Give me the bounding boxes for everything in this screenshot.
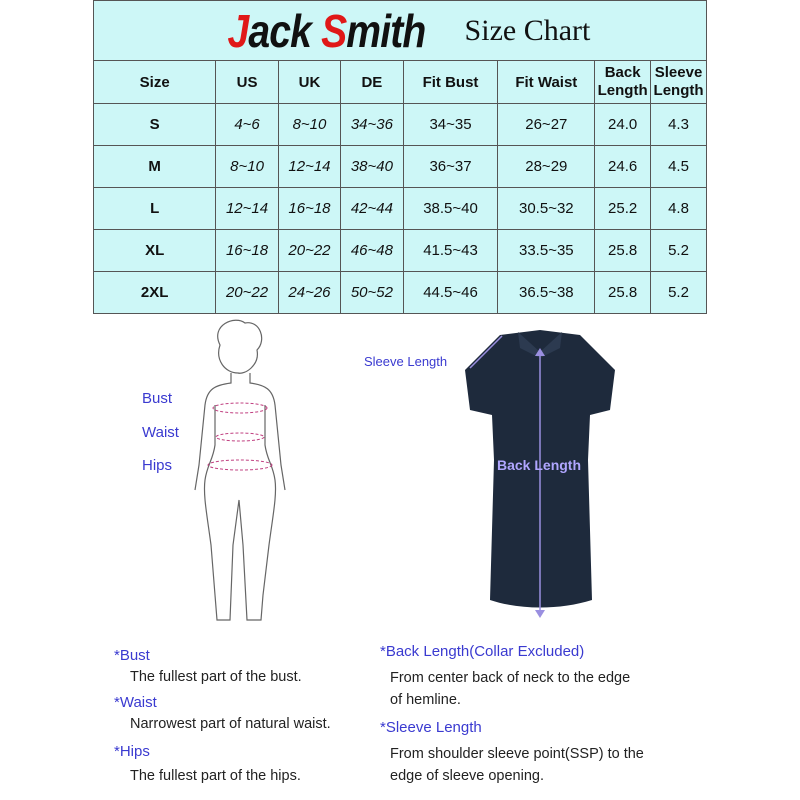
col-size: Size <box>94 61 216 104</box>
table-cell: 41.5~43 <box>403 230 498 272</box>
table-cell: 16~18 <box>278 188 340 230</box>
table-cell: 36.5~38 <box>498 272 595 314</box>
table-cell: 33.5~35 <box>498 230 595 272</box>
table-cell: 5.2 <box>651 230 707 272</box>
table-cell: 24.0 <box>595 104 651 146</box>
table-cell: 36~37 <box>403 146 498 188</box>
table-cell: 26~27 <box>498 104 595 146</box>
sleeve-length-label: Sleeve Length <box>364 354 448 369</box>
table-row <box>94 230 707 272</box>
table-cell: 42~44 <box>341 188 403 230</box>
table-cell: 16~18 <box>216 230 278 272</box>
female-body-figure <box>175 315 305 635</box>
table-cell: 5.2 <box>651 272 707 314</box>
size-chart-title: Size Chart <box>464 13 591 47</box>
hips-label: Hips <box>142 457 173 474</box>
col-sleeve-length: Sleeve Length <box>651 61 707 104</box>
table-cell: 4.8 <box>651 188 707 230</box>
table-cell: 24~26 <box>278 272 340 314</box>
col-uk: UK <box>278 61 340 104</box>
table-cell: L <box>94 188 216 230</box>
table-cell: 44.5~46 <box>403 272 498 314</box>
col-fit-waist: Fit Waist <box>498 61 595 104</box>
back-length-note-desc-1: From center back of neck to the edge <box>390 670 631 686</box>
table-row <box>94 188 707 230</box>
hips-note-desc: The fullest part of the hips. <box>130 768 301 784</box>
col-us: US <box>216 61 278 104</box>
table-cell: 46~48 <box>341 230 403 272</box>
col-de: DE <box>341 61 403 104</box>
table-cell: 4.5 <box>651 146 707 188</box>
col-fit-bust: Fit Bust <box>403 61 498 104</box>
table-row <box>94 146 707 188</box>
table-cell: 24.6 <box>595 146 651 188</box>
sleeve-length-note-desc-2: edge of sleeve opening. <box>390 768 544 784</box>
waist-note-title: *Waist <box>114 694 157 711</box>
size-chart-table <box>93 0 707 314</box>
table-cell: 12~14 <box>278 146 340 188</box>
chart-title <box>94 1 707 61</box>
sleeve-length-note-title: *Sleeve Length <box>380 719 482 736</box>
bust-label: Bust <box>142 390 173 407</box>
table-cell: 34~35 <box>403 104 498 146</box>
table-cell: 4~6 <box>216 104 278 146</box>
table-row <box>94 272 707 314</box>
col-back-length: Back Length <box>595 61 651 104</box>
table-cell: 8~10 <box>216 146 278 188</box>
table-cell: 4.3 <box>651 104 707 146</box>
waist-label: Waist <box>142 424 179 441</box>
table-cell: 25.8 <box>595 272 651 314</box>
table-row <box>94 104 707 146</box>
brand-logo: Jack Smith <box>227 4 426 57</box>
bust-note-title: *Bust <box>114 647 150 664</box>
table-cell: 38~40 <box>341 146 403 188</box>
sleeve-length-note-desc-1: From shoulder sleeve point(SSP) to the <box>390 746 644 762</box>
back-length-label: Back Length <box>497 457 582 473</box>
table-cell: 25.8 <box>595 230 651 272</box>
back-length-note-title: *Back Length(Collar Excluded) <box>380 643 585 660</box>
back-length-note-desc-2: of hemline. <box>390 692 461 708</box>
table-cell: 38.5~40 <box>403 188 498 230</box>
table-cell: XL <box>94 230 216 272</box>
table-cell: 25.2 <box>595 188 651 230</box>
table-cell: M <box>94 146 216 188</box>
table-header <box>94 61 707 104</box>
table-cell: 2XL <box>94 272 216 314</box>
waist-note-desc: Narrowest part of natural waist. <box>130 716 331 732</box>
table-cell: 20~22 <box>278 230 340 272</box>
table-cell: 20~22 <box>216 272 278 314</box>
table-cell: 12~14 <box>216 188 278 230</box>
table-cell: 34~36 <box>341 104 403 146</box>
table-cell: 30.5~32 <box>498 188 595 230</box>
table-cell: 8~10 <box>278 104 340 146</box>
hips-note-title: *Hips <box>114 743 150 760</box>
bust-note-desc: The fullest part of the bust. <box>130 669 302 685</box>
table-cell: S <box>94 104 216 146</box>
table-cell: 28~29 <box>498 146 595 188</box>
table-cell: 50~52 <box>341 272 403 314</box>
